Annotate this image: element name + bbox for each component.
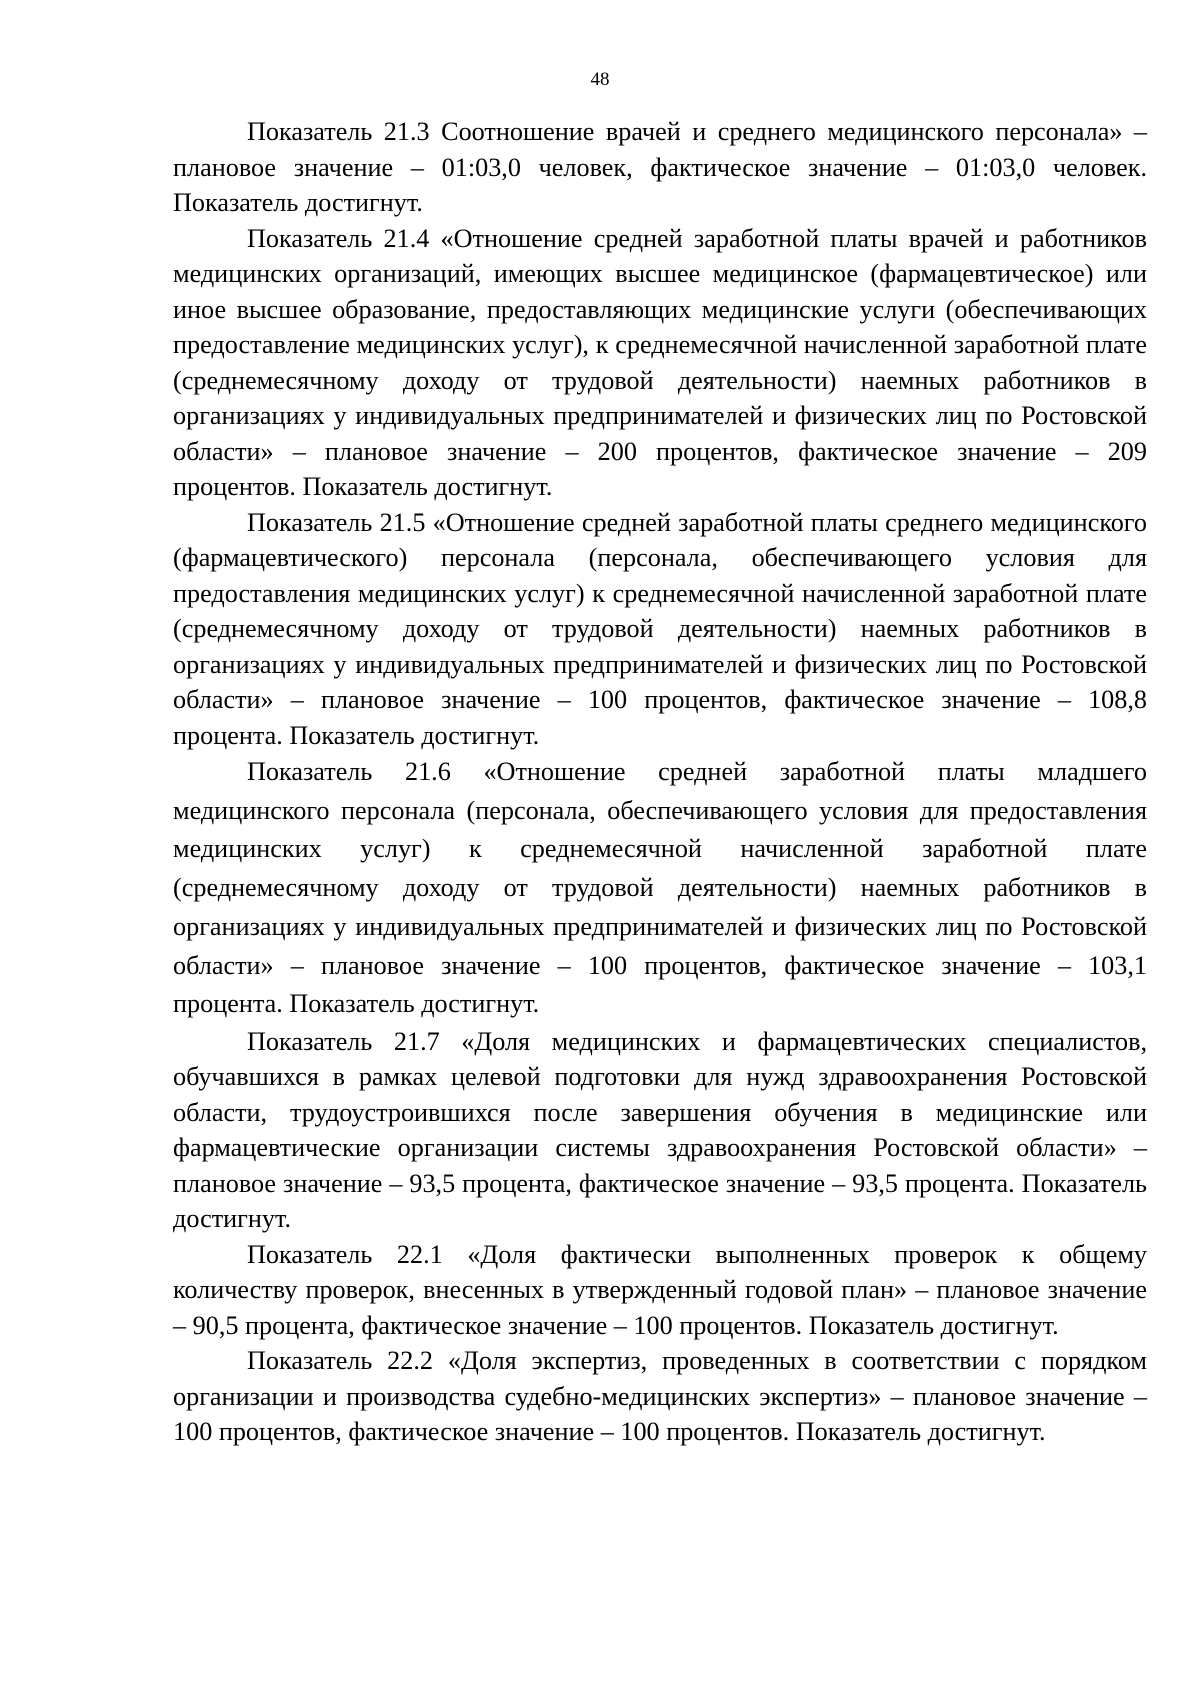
document-body [173,114,1147,1450]
paragraph-indicator-21-5: Показатель 21.5 «Отношение средней заработной платы среднего медицинского (фармацевтического) персонала (персонала, обеспечивающего условия для предоставления медицинских услуг) к среднемесячной начисленной заработной плате (среднемесячному доходу от трудовой деятельности) наемных работников в организациях у индивидуальных предпринимателей и физических лиц по Ростовской области» – плановое значение – 100 процентов, фактическое значение – 108,8 процента. Показатель достигнут. [173,507,1147,750]
paragraph-indicator-22-2: Показатель 22.2 «Доля экспертиз, проведенных в соответствии с порядком организации и производства судебно-медицинских экспертиз» – плановое значение – 100 процентов, фактическое значение – 100 процентов. Показатель достигнут. [173,1346,1147,1447]
paragraph-indicator-21-4: Показатель 21.4 «Отношение средней заработной платы врачей и работников медицинских организаций, имеющих высшее медицинское (фармацевтическое) или иное высшее образование, предоставляющих медицинские услуги (обеспечивающих предоставление медицинских услуг), к среднемесячной начисленной заработной плате (среднемесячному доходу от трудовой деятельности) наемных работников в организациях у индивидуальных предпринимателей и физических лиц по Ростовской области» – плановое значение – 200 процентов, фактическое значение – 209 процентов. Показатель достигнут. [173,223,1147,501]
page-number: 48 [590,69,610,90]
paragraph-indicator-21-7: Показатель 21.7 «Доля медицинских и фармацевтических специалистов, обучавшихся в рамках целевой подготовки для нужд здравоохранения Ростовской области, трудоустроившихся после завершения обучения в медицинские или фармацевтические организации системы здравоохранения Ростовской области» – плановое значение – 93,5 процента, фактическое значение – 93,5 процента. Показатель достигнут. [173,1026,1147,1234]
paragraph-indicator-21-3: Показатель 21.3 Соотношение врачей и среднего медицинского персонала» – плановое значение – 01:03,0 человек, фактическое значение – 01:03,0 человек. Показатель достигнут. [173,117,1147,217]
paragraph-indicator-21-6: Показатель 21.6 «Отношение средней заработной платы младшего медицинского персонала (персонала, обеспечивающего условия для предоставления медицинских услуг) к среднемесячной начисленной заработной плате (среднемесячному доходу от трудовой деятельности) наемных работников в организациях у индивидуальных предпринимателей и физических лиц по Ростовской области» – плановое значение – 100 процентов, фактическое значение – 103,1 процента. Показатель достигнут. [173,757,1147,1019]
paragraph-indicator-22-1: Показатель 22.1 «Доля фактически выполненных проверок к общему количеству проверок, внесенных в утвержденный годовой план» – плановое значение – 90,5 процента, фактическое значение – 100 процентов. Показатель достигнут. [173,1239,1147,1340]
